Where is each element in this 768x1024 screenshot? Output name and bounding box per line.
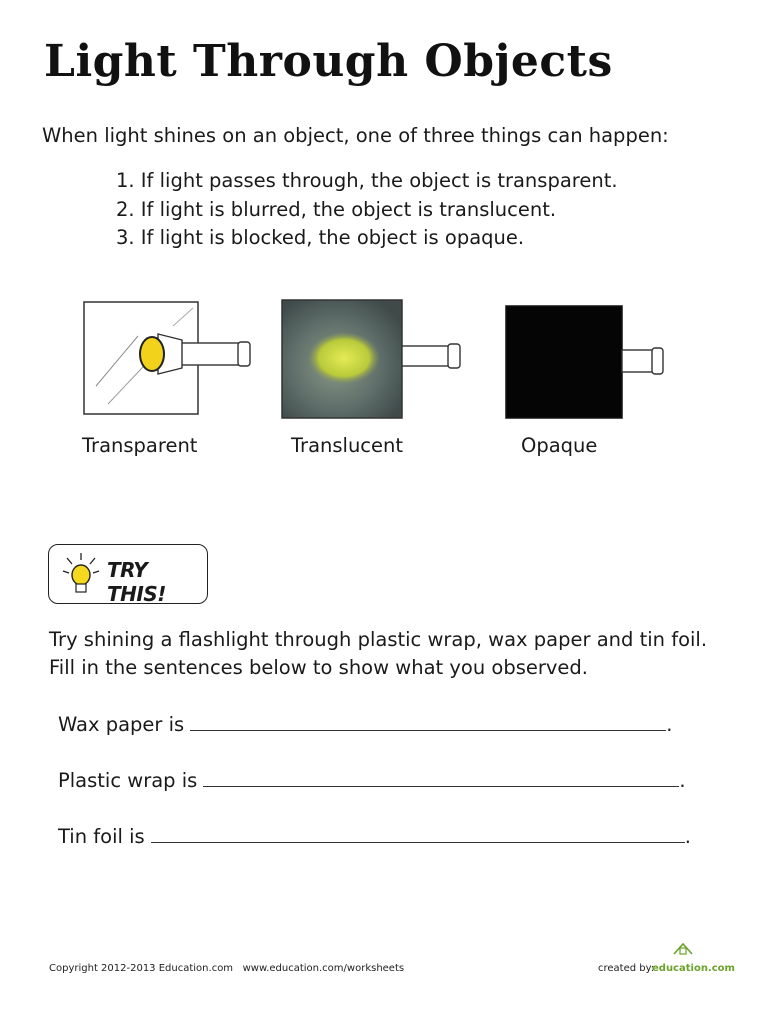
lightbulb-icon (57, 553, 105, 597)
tin-foil-sentence (58, 825, 691, 848)
wax-paper-label: Wax paper is (58, 713, 185, 736)
sentence-period: . (666, 713, 673, 736)
copyright-text: Copyright 2012-2013 Education.com www.education.com/worksheets (49, 963, 405, 974)
caption-translucent: Translucent (291, 434, 404, 457)
wax-paper-blank[interactable] (190, 714, 666, 731)
translucent-illustration (278, 296, 468, 421)
caption-transparent: Transparent (82, 434, 198, 457)
plastic-wrap-blank[interactable] (203, 770, 679, 787)
flashlight-cap (448, 344, 460, 368)
rules-list (116, 167, 618, 253)
blurred-light (308, 332, 380, 384)
opaque-illustration (500, 300, 670, 425)
plastic-wrap-sentence (58, 769, 686, 792)
education-logo-icon (672, 940, 694, 956)
created-by-label: created by: (598, 963, 655, 974)
instruction-line: Try shining a flashlight through plastic wrap, wax paper and tin foil. (49, 628, 708, 651)
flashlight-cap (238, 342, 250, 366)
rule-item: 3. If light is blocked, the object is opaque. (116, 226, 525, 249)
flashlight-cap (652, 348, 663, 374)
flashlight-lens (140, 337, 164, 371)
instructions (49, 626, 707, 682)
try-this-box (48, 544, 208, 604)
intro-text: When light shines on an object, one of three things can happen: (42, 124, 669, 147)
plastic-wrap-label: Plastic wrap is (58, 769, 198, 792)
page-title: Light Through Objects (44, 36, 613, 87)
sentence-period: . (679, 769, 686, 792)
rule-item: 1. If light passes through, the object is transparent. (116, 169, 618, 192)
rule-item: 2. If light is blurred, the object is translucent. (116, 197, 557, 221)
sentence-period: . (684, 825, 691, 848)
tin-foil-label: Tin foil is (58, 825, 145, 848)
flashlight-body (402, 346, 454, 366)
caption-opaque: Opaque (521, 434, 598, 457)
instruction-line: Fill in the sentences below to show what you observed. (49, 656, 588, 679)
tin-foil-blank[interactable] (151, 826, 685, 843)
wax-paper-sentence (58, 713, 672, 736)
education-logo[interactable]: education.com (652, 963, 735, 974)
try-this-label: TRY THIS! (107, 558, 166, 606)
transparent-illustration (78, 296, 258, 421)
opaque-sheet (506, 306, 622, 418)
